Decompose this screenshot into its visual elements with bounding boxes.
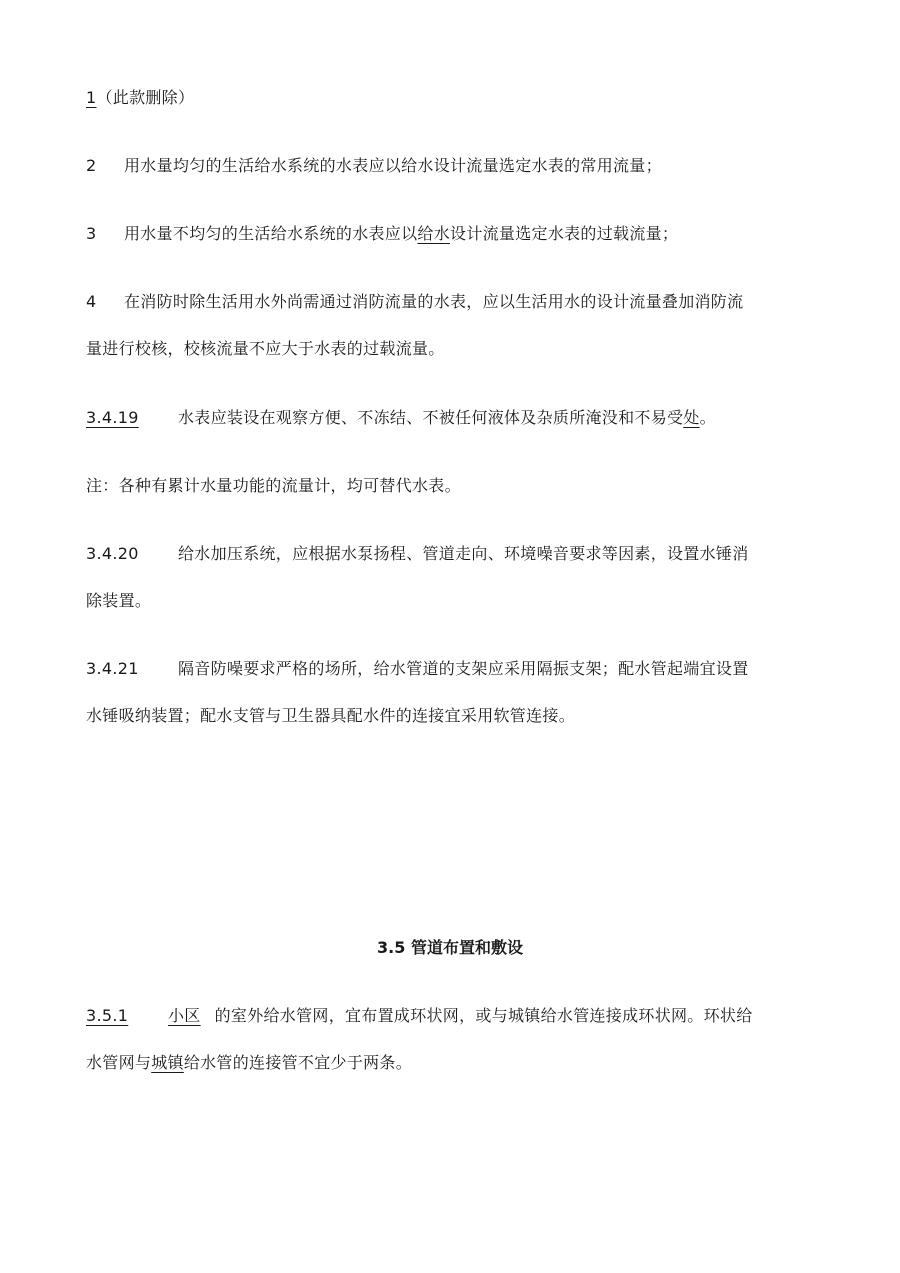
clause-text-end: 。: [699, 408, 716, 427]
clause-number: 3.4.20: [86, 544, 139, 563]
item-4: [86, 291, 743, 313]
clause-3-4-21: [86, 658, 749, 680]
item-4-continued: [86, 338, 445, 360]
clause-3-4-21-continued: [86, 705, 575, 727]
item-1: [86, 87, 194, 109]
clause-number: 3.5.1: [86, 1006, 129, 1025]
clause-text: 给水加压系统，应根据水泵扬程、管道走向、环境噪音要求等因素，设置水锤消: [178, 544, 749, 563]
underlined-term: 小区: [168, 1006, 201, 1025]
clause-text: 水表应装设在观察方便、不冻结、不被任何液体及杂质所淹没和不易受: [178, 408, 684, 427]
clause-3-4-20-continued: [86, 590, 151, 612]
item-3: [86, 223, 678, 245]
clause-number: 3.4.19: [86, 408, 139, 427]
note-text: 注：各种有累计水量功能的流量计，均可替代水表。: [86, 476, 461, 495]
underlined-term: 给水: [417, 224, 451, 243]
item-number: 4: [86, 292, 97, 311]
item-2: [86, 155, 662, 177]
section-heading: 3.5 管道布置和敷设: [377, 938, 523, 957]
item-text: 在消防时除生活用水外尚需通过消防流量的水表，应以生活用水的设计流量叠加消防流: [124, 292, 744, 311]
clause-3-5-1-continued: [86, 1052, 412, 1074]
clause-3-4-20: [86, 543, 749, 565]
item-text: （此款删除）: [96, 88, 195, 107]
item-number: 1: [86, 88, 97, 107]
clause-3-5-1: [86, 1005, 753, 1027]
item-text: 用水量不均匀的生活给水系统的水表应以: [124, 224, 418, 243]
item-number: 3: [86, 224, 97, 243]
clause-text: 水锤吸纳装置；配水支管与卫生器具配水件的连接宜采用软管连接。: [86, 706, 576, 725]
underlined-term: 城镇: [151, 1053, 184, 1072]
clause-number: 3.4.21: [86, 659, 139, 678]
clause-text: 水管网与: [86, 1053, 152, 1072]
clause-text: 除装置。: [86, 591, 152, 610]
clause-3-4-19: [86, 407, 716, 429]
note: [86, 475, 461, 497]
clause-text-end: 给水管的连接管不宜少于两条。: [183, 1053, 413, 1072]
item-text: 用水量均匀的生活给水系统的水表应以给水设计流量选定水表的常用流量；: [124, 156, 662, 175]
underlined-term: 处: [683, 408, 700, 427]
item-text-end: 设计流量选定水表的过载流量；: [450, 224, 679, 243]
clause-text: 隔音防噪要求严格的场所，给水管道的支架应采用隔振支架；配水管起端宜设置: [178, 659, 749, 678]
item-number: 2: [86, 156, 97, 175]
item-text: 量进行校核，校核流量不应大于水表的过载流量。: [86, 339, 445, 358]
clause-text: 的室外给水管网，宜布置成环状网，或与城镇给水管连接成环状网。环状给: [214, 1006, 753, 1025]
